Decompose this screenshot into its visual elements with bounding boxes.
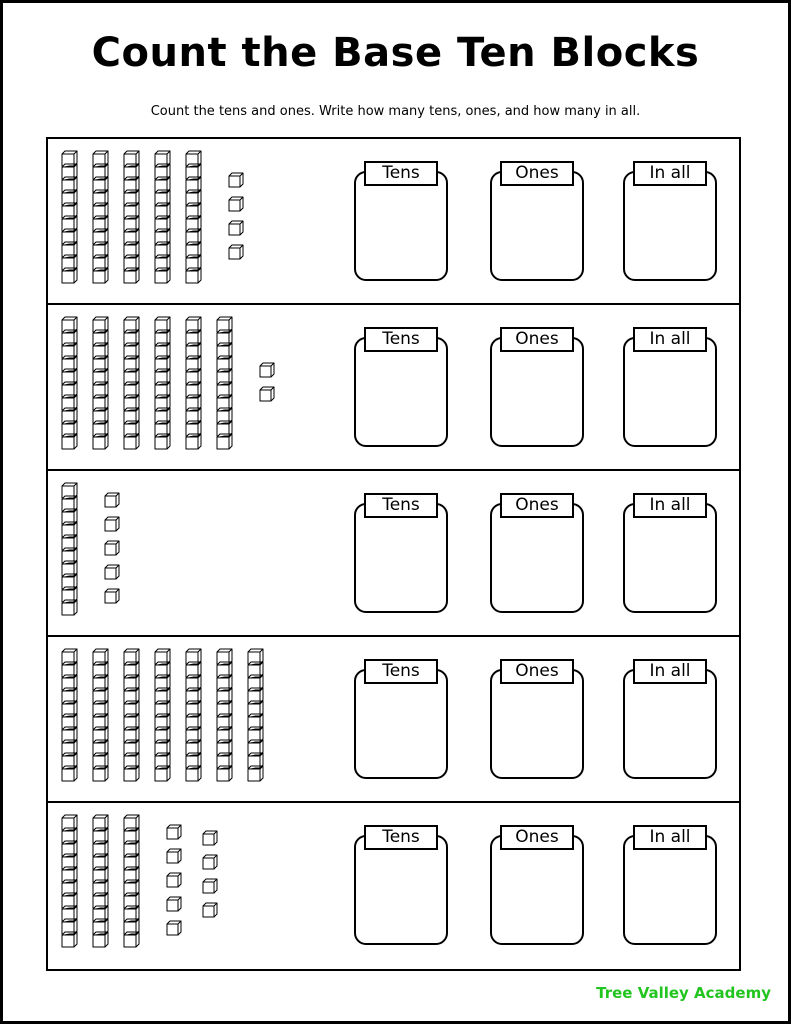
brand-logo-text: Tree Valley Academy [596,984,771,1002]
ones-cube [203,831,217,845]
instructions: Count the tens and ones. Write how many tens, ones, and how many in all. [150,104,641,119]
base-ten-blocks [48,305,348,471]
tens-rod [124,649,139,781]
tens-rod [62,815,77,947]
tens-answer-box[interactable] [354,337,448,447]
tens-rod [155,151,170,283]
ones-cube [167,873,181,887]
tens-rod [155,649,170,781]
ones-cube [105,493,119,507]
ones-cube [260,387,274,401]
tens-answer-label: Tens [364,659,438,684]
tens-rod [248,649,263,781]
tens-rod [186,151,201,283]
ones-answer-label: Ones [500,825,574,850]
tens-answer-label: Tens [364,161,438,186]
ones-cube [105,565,119,579]
problem-row [48,637,739,803]
tens-answer-box[interactable] [354,669,448,779]
problem-row [48,139,739,305]
tens-rod [217,649,232,781]
ones-cube [167,825,181,839]
ones-cube [105,541,119,555]
ones-cube [203,855,217,869]
in-all-answer-label: In all [633,493,707,518]
tens-answer-box[interactable] [354,171,448,281]
in-all-answer-box[interactable] [623,835,717,945]
ones-cube [167,849,181,863]
tens-rod [93,815,108,947]
ones-answer-box[interactable] [490,503,584,613]
in-all-answer-box[interactable] [623,669,717,779]
tens-rod [124,317,139,449]
tens-rod [93,649,108,781]
tens-rod [217,317,232,449]
in-all-answer-box[interactable] [623,503,717,613]
base-ten-blocks [48,471,348,637]
ones-cube [229,173,243,187]
tens-answer-label: Tens [364,493,438,518]
tens-rod [93,151,108,283]
ones-cube [229,245,243,259]
tens-rod [62,317,77,449]
base-ten-blocks [48,637,348,803]
ones-cube [167,921,181,935]
ones-answer-label: Ones [500,493,574,518]
base-ten-blocks [48,803,348,969]
ones-cube [260,363,274,377]
tens-rod [124,151,139,283]
problem-row [48,305,739,471]
ones-cube [105,517,119,531]
page-title: Count the Base Ten Blocks [91,30,700,76]
ones-cube [229,197,243,211]
ones-answer-box[interactable] [490,669,584,779]
ones-answer-box[interactable] [490,835,584,945]
in-all-answer-label: In all [633,659,707,684]
tens-rod [93,317,108,449]
ones-cube [229,221,243,235]
tens-rod [62,483,77,615]
ones-cube [203,879,217,893]
ones-answer-label: Ones [500,327,574,352]
tens-rod [62,649,77,781]
ones-cube [105,589,119,603]
problem-row [48,803,739,969]
ones-cube [203,903,217,917]
tens-answer-box[interactable] [354,503,448,613]
ones-answer-box[interactable] [490,171,584,281]
tens-rod [124,815,139,947]
tens-answer-box[interactable] [354,835,448,945]
problem-row [48,471,739,637]
tens-answer-label: Tens [364,327,438,352]
tens-rod [155,317,170,449]
ones-answer-label: Ones [500,659,574,684]
ones-answer-label: Ones [500,161,574,186]
problem-table [46,137,741,971]
ones-answer-box[interactable] [490,337,584,447]
tens-rod [186,649,201,781]
ones-cube [167,897,181,911]
in-all-answer-box[interactable] [623,171,717,281]
tens-rod [62,151,77,283]
in-all-answer-label: In all [633,327,707,352]
in-all-answer-label: In all [633,161,707,186]
in-all-answer-box[interactable] [623,337,717,447]
tens-answer-label: Tens [364,825,438,850]
base-ten-blocks [48,139,348,305]
in-all-answer-label: In all [633,825,707,850]
tens-rod [186,317,201,449]
